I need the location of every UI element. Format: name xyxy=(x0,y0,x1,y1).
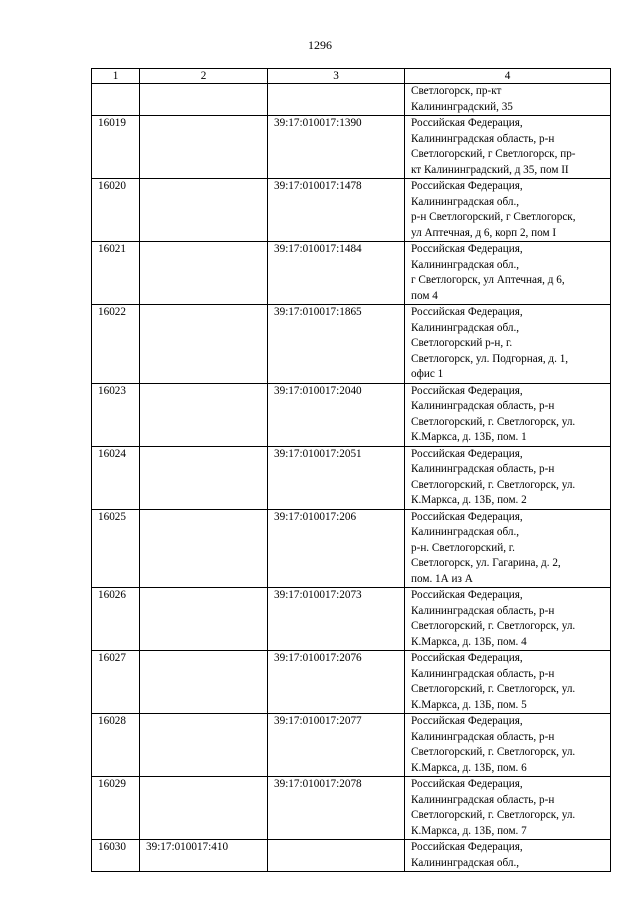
cadastral-number: 39:17:010017:2051 xyxy=(268,446,405,509)
table-row xyxy=(92,714,611,777)
old-cadastral-number xyxy=(140,714,268,777)
cadastral-number: 39:17:010017:2073 xyxy=(268,588,405,651)
cadastral-number: 39:17:010017:1865 xyxy=(268,305,405,384)
column-header-4: 4 xyxy=(405,69,611,84)
address: Российская Федерация, Калининградская обл., р-н. Светлогорский, г. Светлогорск, ул. Гагарина, д. 2, пом. 1А из А xyxy=(405,509,611,588)
table-row xyxy=(92,509,611,588)
address: Российская Федерация, Калининградская область, р-н Светлогорский, г. Светлогорск, ул. К.Маркса, д. 13Б, пом. 7 xyxy=(405,777,611,840)
table-row xyxy=(92,242,611,305)
address: Российская Федерация, Калининградская обл., г Светлогорск, ул Аптечная, д 6, пом 4 xyxy=(405,242,611,305)
column-header-2: 2 xyxy=(140,69,268,84)
row-number: 16024 xyxy=(92,446,140,509)
row-number: 16026 xyxy=(92,588,140,651)
cadastral-number: 39:17:010017:2078 xyxy=(268,777,405,840)
table-row xyxy=(92,840,611,872)
old-cadastral-number: 39:17:010017:410 xyxy=(140,840,268,872)
table-row xyxy=(92,651,611,714)
address: Российская Федерация, Калининградская область, р-н Светлогорский, г. Светлогорск, ул. К.Маркса, д. 13Б, пом. 2 xyxy=(405,446,611,509)
row-number: 16028 xyxy=(92,714,140,777)
row-number: 16030 xyxy=(92,840,140,872)
table-row xyxy=(92,305,611,384)
table-row xyxy=(92,777,611,840)
old-cadastral-number xyxy=(140,383,268,446)
row-number: 16023 xyxy=(92,383,140,446)
page-number: 1296 xyxy=(308,38,332,52)
cadastral-number: 39:17:010017:1484 xyxy=(268,242,405,305)
cadastral-number: 39:17:010017:2076 xyxy=(268,651,405,714)
address: Российская Федерация, Калининградская область, р-н Светлогорский, г Светлогорск, пр- кт Калининградский, д 35, пом II xyxy=(405,116,611,179)
column-header-3: 3 xyxy=(268,69,405,84)
table-row xyxy=(92,116,611,179)
old-cadastral-number xyxy=(140,305,268,384)
row-number: 16021 xyxy=(92,242,140,305)
old-cadastral-number xyxy=(140,777,268,840)
address: Российская Федерация, Калининградская область, р-н Светлогорский, г. Светлогорск, ул. К.Маркса, д. 13Б, пом. 6 xyxy=(405,714,611,777)
cadastral-number: 39:17:010017:2077 xyxy=(268,714,405,777)
cadastral-number: 39:17:010017:2040 xyxy=(268,383,405,446)
address: Российская Федерация, Калининградская обл., xyxy=(405,840,611,872)
row-number xyxy=(92,84,140,116)
old-cadastral-number xyxy=(140,446,268,509)
cadastral-number: 39:17:010017:206 xyxy=(268,509,405,588)
row-number: 16029 xyxy=(92,777,140,840)
table-row xyxy=(92,383,611,446)
address: Российская Федерация, Калининградская область, р-н Светлогорский, г. Светлогорск, ул. К.Маркса, д. 13Б, пом. 1 xyxy=(405,383,611,446)
old-cadastral-number xyxy=(140,588,268,651)
row-number: 16019 xyxy=(92,116,140,179)
table-row xyxy=(92,588,611,651)
header-row xyxy=(92,69,611,84)
cadastral-number xyxy=(268,84,405,116)
address: Российская Федерация, Калининградская область, р-н Светлогорский, г. Светлогорск, ул. К.Маркса, д. 13Б, пом. 4 xyxy=(405,588,611,651)
column-header-1: 1 xyxy=(92,69,140,84)
table-row xyxy=(92,84,611,116)
address: Российская Федерация, Калининградская область, р-н Светлогорский, г. Светлогорск, ул. К.Маркса, д. 13Б, пом. 5 xyxy=(405,651,611,714)
old-cadastral-number xyxy=(140,242,268,305)
old-cadastral-number xyxy=(140,116,268,179)
row-number: 16025 xyxy=(92,509,140,588)
registry-table xyxy=(91,68,611,872)
table-row xyxy=(92,446,611,509)
old-cadastral-number xyxy=(140,509,268,588)
row-number: 16022 xyxy=(92,305,140,384)
address: Российская Федерация, Калининградская обл., р-н Светлогорский, г Светлогорск, ул Аптечная, д 6, корп 2, пом I xyxy=(405,179,611,242)
old-cadastral-number xyxy=(140,179,268,242)
old-cadastral-number xyxy=(140,651,268,714)
address: Светлогорск, пр-кт Калининградский, 35 xyxy=(405,84,611,116)
table-row xyxy=(92,179,611,242)
old-cadastral-number xyxy=(140,84,268,116)
cadastral-number: 39:17:010017:1478 xyxy=(268,179,405,242)
cadastral-number: 39:17:010017:1390 xyxy=(268,116,405,179)
cadastral-number xyxy=(268,840,405,872)
address: Российская Федерация, Калининградская обл., Светлогорский р-н, г. Светлогорск, ул. Подгорная, д. 1, офис 1 xyxy=(405,305,611,384)
row-number: 16020 xyxy=(92,179,140,242)
row-number: 16027 xyxy=(92,651,140,714)
